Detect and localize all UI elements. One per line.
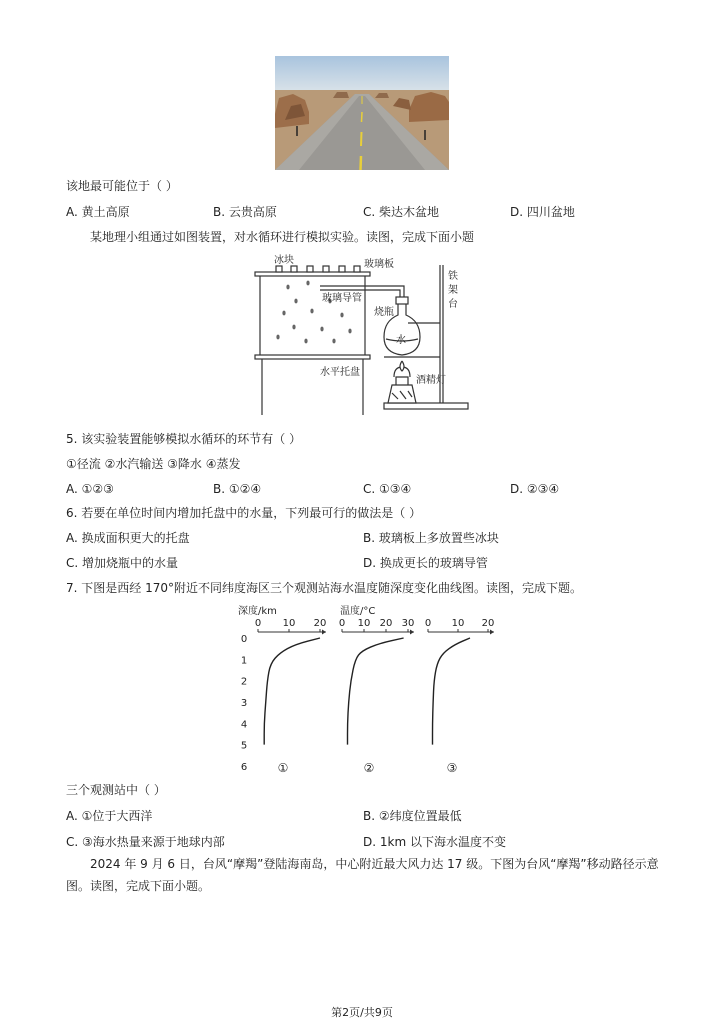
label-glass-plate: 玻璃板 <box>364 259 394 270</box>
depth-tick-label: 5 <box>240 740 248 752</box>
q7-stem: 7. 下图是西经 170°附近不同纬度海区三个观测站海水温度随深度变化曲线图。读图，完成下题。 <box>66 581 582 595</box>
q6-option-a: A. 换成面积更大的托盘 <box>66 531 190 545</box>
panel-tick-label: 0 <box>338 618 346 629</box>
depth-axis <box>241 634 247 773</box>
series-line-3 <box>433 638 471 745</box>
panel-tick-label: 10 <box>451 618 465 629</box>
page-footer: 第2页/共9页 <box>331 1006 393 1019</box>
series-line-1 <box>264 638 320 745</box>
q7-option-b: B. ②纬度位置最低 <box>363 809 462 823</box>
q4-stem: 该地最可能位于（ ） <box>66 179 178 193</box>
q6-option-d: D. 换成更长的玻璃导管 <box>363 556 488 570</box>
panel-name: ② <box>363 761 375 775</box>
depth-tick-label: 2 <box>240 676 248 688</box>
q7-option-d: D. 1km 以下海水温度不变 <box>363 835 506 849</box>
panel-tick-label: 20 <box>379 618 393 629</box>
label-lamp: 酒精灯 <box>416 375 446 386</box>
label-flask: 烧瓶 <box>374 307 394 318</box>
q4-option-d: D. 四川盆地 <box>510 205 575 219</box>
q7-option-c: C. ③海水热量来源于地球内部 <box>66 835 225 849</box>
panel-axis-arrow <box>410 630 414 635</box>
q5-items: ①径流 ②水汽输送 ③降水 ④蒸发 <box>66 457 241 471</box>
panel-name: ① <box>277 761 289 775</box>
water-cycle-apparatus-diagram <box>250 253 480 421</box>
q6-option-b: B. 玻璃板上多放置些冰块 <box>363 531 499 545</box>
intro-typhoon: 2024 年 9 月 6 日，台风“摩羯”登陆海南岛，中心附近最大风力达 17 级。下图为台风“摩羯”移动路径示意图。读图，完成下面小题。 <box>66 857 659 893</box>
label-stand-3: 台 <box>448 299 458 310</box>
chart-ylabel: 深度/km <box>238 606 277 617</box>
desert-road-photo <box>275 56 449 170</box>
q4-option-b: B. 云贵高原 <box>213 205 277 219</box>
temperature-depth-chart <box>230 600 500 778</box>
panel-tick-label: 20 <box>313 618 327 629</box>
label-water: 水 <box>396 335 406 346</box>
q5-option-c: C. ①③④ <box>363 482 412 496</box>
q6-stem: 6. 若要在单位时间内增加托盘中的水量，下列最可行的做法是（ ） <box>66 506 422 520</box>
depth-tick-label: 0 <box>240 634 248 645</box>
q4-option-c: C. 柴达木盆地 <box>363 205 440 219</box>
panel-tick-label: 10 <box>282 618 296 629</box>
panel-tick-label: 0 <box>254 618 262 629</box>
depth-tick-label: 1 <box>240 655 248 667</box>
panel-tick-label: 0 <box>424 618 432 629</box>
q5-option-d: D. ②③④ <box>510 482 560 496</box>
depth-tick-label: 3 <box>240 698 248 709</box>
label-glass-tube: 玻璃导管 <box>322 293 362 304</box>
chart-xlabel: 温度/°C <box>340 606 376 617</box>
panel-axis-arrow <box>322 630 326 635</box>
q5-option-a: A. ①②③ <box>66 482 114 496</box>
q5-option-b: B. ①②④ <box>213 482 262 496</box>
depth-tick-label: 6 <box>240 762 248 773</box>
q4-option-a: A. 黄土高原 <box>66 205 130 219</box>
panel-tick-label: 10 <box>357 618 371 629</box>
q6-option-c: C. 增加烧瓶中的水量 <box>66 556 179 570</box>
label-stand-1: 铁 <box>448 271 458 282</box>
q7-sub-stem: 三个观测站中（ ） <box>66 783 166 797</box>
label-stand-2: 架 <box>448 285 458 296</box>
series-line-2 <box>348 638 404 745</box>
intro-5-6: 某地理小组通过如图装置，对水循环进行模拟实验。读图，完成下面小题 <box>90 230 475 244</box>
chart-panels <box>255 618 495 775</box>
panel-name: ③ <box>446 761 458 775</box>
panel-tick-label: 30 <box>401 618 415 629</box>
panel-tick-label: 20 <box>481 618 495 629</box>
label-tray: 水平托盘 <box>320 367 360 378</box>
panel-axis-arrow <box>490 630 494 635</box>
q5-stem: 5. 该实验装置能够模拟水循环的环节有（ ） <box>66 432 302 446</box>
depth-tick-label: 4 <box>240 719 248 731</box>
q7-option-a: A. ①位于大西洋 <box>66 809 153 823</box>
label-ice: 冰块 <box>274 255 294 266</box>
